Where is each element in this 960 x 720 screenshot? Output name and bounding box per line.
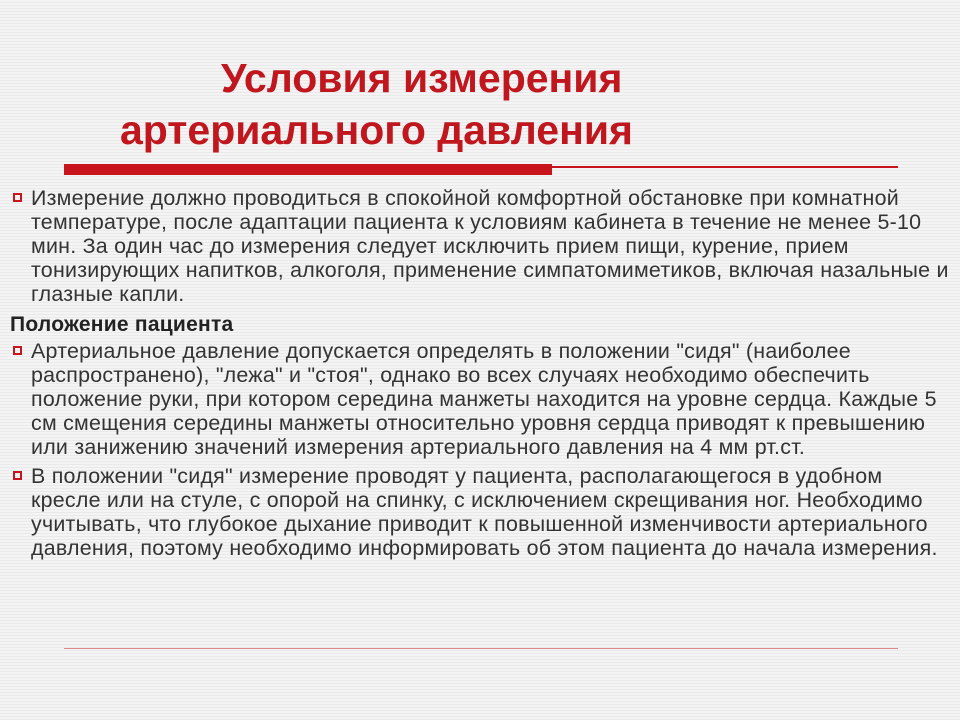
section-subheading: Положение пациента <box>10 313 234 336</box>
hollow-square-bullet-icon <box>13 346 22 355</box>
paragraph-text: Измерение должно проводиться в спокойной комфортной обстановке при комнатной температуре, после адаптации пациента к условиям кабинета в течение не менее 5-10 мин. За один час до измерения следует исключить прием пищи, курение, прием тонизирующих напитков, алкоголя, применение симпатомиметиков, включая назальные и глазные капли. <box>31 186 949 306</box>
bullet-paragraph-conditions <box>10 186 950 306</box>
bullet-paragraph-position <box>10 339 950 459</box>
hollow-square-bullet-icon <box>13 193 22 202</box>
slide-title-line-2: артериального давления <box>120 107 633 153</box>
slide-body <box>10 186 950 560</box>
paragraph-text: В положении "сидя" измерение проводят у пациента, располагающегося в удобном кресле или на стуле, с опорой на спинку, с исключением скрещивания ног. Необходимо учитывать, что глубокое дыхание приводит к повышенной изменчивости артериального давления, поэтому необходимо информировать об этом пациента до начала измерения. <box>31 464 938 560</box>
bullet-paragraph-sitting <box>10 464 950 560</box>
title-underline-thick <box>64 164 552 175</box>
slide-title-line-1: Условия измерения <box>221 55 623 101</box>
footer-divider <box>64 648 898 649</box>
hollow-square-bullet-icon <box>13 471 22 480</box>
paragraph-text: Артериальное давление допускается определять в положении "сидя" (наиболее распространено), "лежа" и "стоя", однако во всех случаях необходимо обеспечить положение руки, при котором середина манжеты находится на уровне сердца. Каждые 5 см смещения середины манжеты относительно уровня сердца приводят к превышению или занижению значений измерения артериального давления на 4 мм рт.ст. <box>31 339 937 459</box>
title-underline-thin <box>552 166 898 168</box>
